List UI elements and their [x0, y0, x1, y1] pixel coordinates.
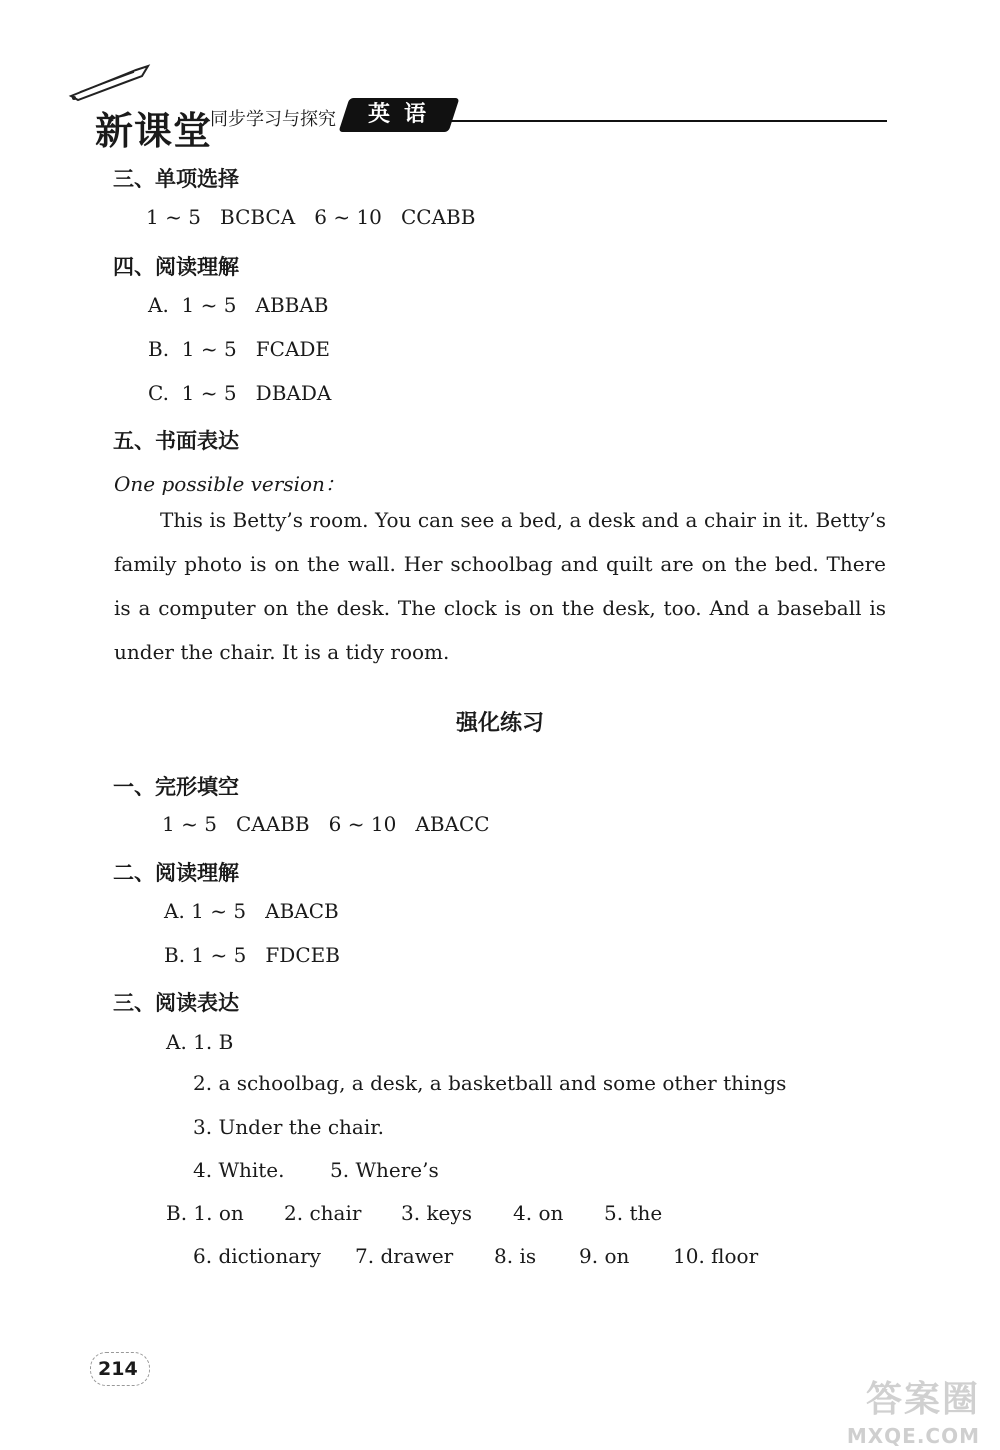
subject-tab [338, 98, 459, 132]
header-logo: 新课堂 [95, 109, 213, 153]
section-title-reading-expression: 三、阅读表达 [113, 991, 239, 1015]
answer-item: 4. on [513, 1201, 564, 1225]
version-label: One possible version： [114, 472, 345, 496]
watermark-logo: 答案圈 [865, 1379, 980, 1420]
answer-item: 8. is [494, 1244, 537, 1268]
section-title-writing: 五、书面表达 [113, 429, 239, 453]
page-number: 214 [98, 1358, 138, 1380]
subject-label: 英语 [367, 102, 440, 127]
answer-item: 6. dictionary [193, 1244, 321, 1268]
section-title-reading-2: 二、阅读理解 [113, 861, 239, 885]
essay-paragraph: This is Betty’s room. You can see a bed, a desk and a chair in it. Betty’s family photo is on the wall. Her schoolbag and quilt are on the bed. There is a computer on the desk. The clock is on the desk, too. And a baseball is under the chair. It is a tidy room. [114, 508, 886, 664]
answer-item: 9. on [579, 1244, 630, 1268]
practice-title: 强化练习 [455, 711, 544, 736]
header-rule [450, 120, 887, 122]
answer-item: 2. chair [284, 1201, 362, 1225]
section-title-reading: 四、阅读理解 [113, 255, 239, 279]
answer-line: 3. Under the chair. [193, 1115, 384, 1139]
answer-line: C. 1 ~ 5 DBADA [148, 381, 332, 405]
answer-line: 2. a schoolbag, a desk, a basketball and some other things [193, 1071, 787, 1095]
answer-line: 4. White. [193, 1158, 285, 1182]
answer-item: 5. the [604, 1201, 663, 1225]
header-subtitle: 同步学习与探究 [210, 109, 336, 130]
answer-line: 1 ~ 5 BCBCA 6 ~ 10 CCABB [146, 205, 476, 229]
answer-line: A. 1. B [166, 1030, 234, 1054]
watermark-url: MXQE.COM [846, 1424, 980, 1448]
answer-line: A. 1 ~ 5 ABACB [164, 899, 339, 923]
section-title-single-choice: 三、单项选择 [113, 167, 239, 191]
answer-line: B. 1 ~ 5 FCADE [148, 337, 331, 361]
answer-line: 5. Where’s [330, 1158, 439, 1182]
answer-item: 10. floor [673, 1244, 759, 1268]
answer-item: B. 1. on [166, 1201, 244, 1225]
answer-line: B. 1 ~ 5 FDCEB [164, 943, 340, 967]
answer-item: 7. drawer [355, 1244, 454, 1268]
answer-line: A. 1 ~ 5 ABBAB [148, 293, 329, 317]
section-title-cloze: 一、完形填空 [113, 775, 239, 799]
answer-line: 1 ~ 5 CAABB 6 ~ 10 ABACC [162, 812, 490, 836]
answer-item: 3. keys [401, 1201, 472, 1225]
